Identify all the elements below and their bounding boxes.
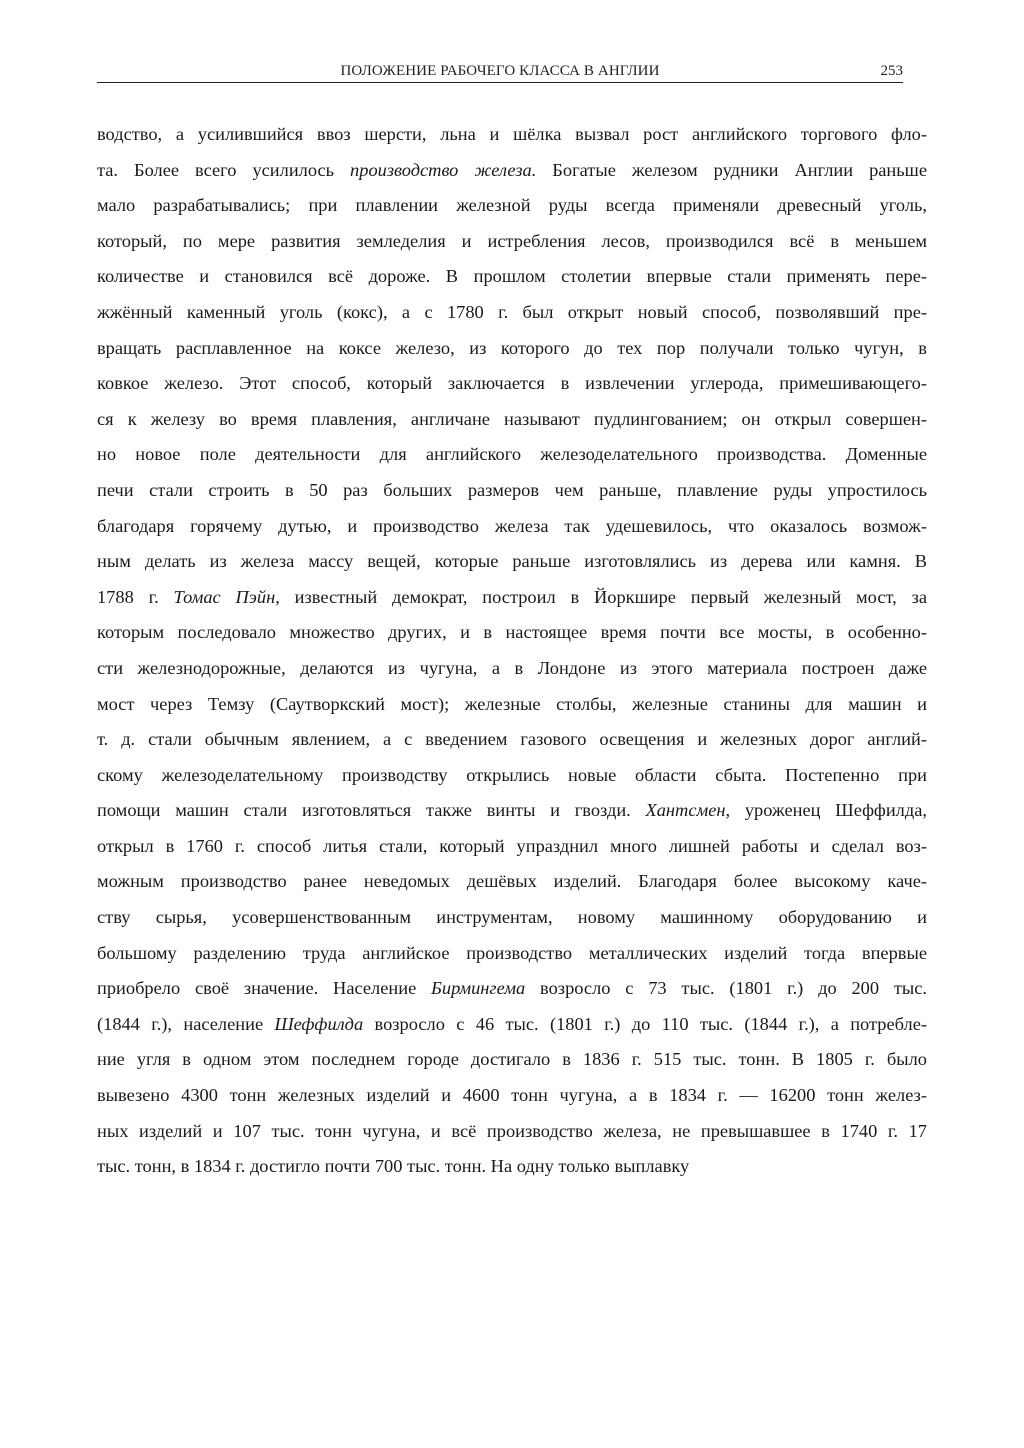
text-segment: водство, а усилившийся ввоз шерсти, льна и шёлка вызвал рост английского торгового фло- [97, 124, 927, 144]
text-segment: ковкое железо. Этот способ, который заключается в извлечении углерода, примешивающего- [97, 373, 927, 394]
text-segment: 1788 г. [97, 586, 174, 607]
text-line [97, 615, 927, 651]
text-line [97, 402, 927, 438]
text-line [97, 544, 927, 580]
text-segment: возросло с 73 тыс. (1801 г.) до 200 тыс. [525, 978, 928, 999]
body-text [97, 117, 927, 1185]
text-line [97, 259, 927, 295]
text-segment: количестве и становился всё дороже. В прошлом столетии впервые стали применять пере- [97, 266, 927, 287]
text-segment: та. Более всего усилилось [97, 159, 351, 180]
text-segment: помощи машин стали изготовляться также винты и гвозди. [97, 800, 646, 821]
text-line [97, 473, 927, 509]
text-segment: большому разделению труда английское производство металлических изделий тогда впервые [97, 942, 927, 963]
text-segment: жжённый каменный уголь (кокс), а с 1780 г. был открыт новый способ, позволявший пре- [97, 301, 927, 322]
italic-term: Шеффилда [274, 1013, 364, 1034]
text-line [97, 1007, 927, 1043]
text-segment: известный демократ, построил в Йоркшире первый железный мост, за [279, 586, 927, 607]
text-line [97, 188, 927, 224]
text-line [97, 936, 927, 972]
text-segment: вращать расплавленное на коксе железо, из которого до тех пор получали только чугун, в [97, 337, 927, 358]
text-line [97, 437, 927, 473]
text-segment: вывезено 4300 тонн железных изделий и 4600 тонн чугуна, а в 1834 г. — 16200 тонн желез- [97, 1085, 927, 1106]
text-line [97, 829, 927, 865]
text-line [97, 864, 927, 900]
page-number: 253 [880, 63, 903, 79]
text-segment: уроженец Шеффилда, [730, 800, 927, 821]
text-segment: который, по мере развития земледелия и истребления лесов, производился всё в меньшем [97, 230, 927, 251]
text-line [97, 900, 927, 936]
text-segment: мост через Темзу (Саутворкский мост); железные столбы, железные станины для машин и [97, 693, 927, 714]
text-line [97, 1042, 927, 1078]
text-segment: возросло с 46 тыс. (1801 г.) до 110 тыс. (1844 г.), а потребле- [363, 1013, 927, 1034]
text-line [97, 687, 927, 723]
text-line [97, 1149, 927, 1185]
text-line [97, 295, 927, 331]
italic-term: Томас Пэйн, [173, 586, 280, 607]
text-segment: ся к железу во время плавления, англичане называют пудлингованием; он открыл совершен- [97, 408, 927, 429]
header-title: ПОЛОЖЕНИЕ РАБОЧЕГО КЛАССА В АНГЛИИ [340, 63, 660, 79]
text-segment: приобрело своё значение. Население [97, 978, 432, 999]
text-line [97, 331, 927, 367]
text-line [97, 722, 927, 758]
text-line [97, 153, 927, 189]
text-segment: можным производство ранее неведомых дешёвых изделий. Благодаря более высокому каче- [97, 871, 927, 892]
text-segment: тыс. тонн, в 1834 г. достигло почти 700 тыс. тонн. На одну только выплавку [97, 1156, 690, 1177]
text-segment: которым последовало множество других, и в настоящее время почти все мосты, в особенно- [97, 622, 927, 643]
text-line [97, 971, 927, 1007]
text-segment: ным делать из железа массу вещей, которые раньше изготовлялись из дерева или камня. В [97, 551, 927, 572]
text-segment: (1844 г.), население [97, 1013, 275, 1034]
italic-term: производство железа. [350, 159, 537, 180]
text-segment: Богатые железом рудники Англии раньше [536, 159, 927, 180]
text-segment: ных изделий и 107 тыс. тонн чугуна, и всё производство железа, не превышавшее в 1740 г. 17 [97, 1120, 927, 1141]
text-segment: открыл в 1760 г. способ литья стали, который упразднил много лишней работы и сделал воз- [97, 835, 927, 856]
text-segment: сти железнодорожные, делаются из чугуна, а в Лондоне из этого материала построен даже [97, 657, 927, 678]
text-segment: ние угля в одном этом последнем городе достигало в 1836 г. 515 тыс. тонн. В 1805 г. было [97, 1049, 927, 1070]
text-segment: скому железоделательному производству открылись новые области сбыта. Постепенно при [97, 764, 927, 785]
text-segment: но новое поле деятельности для английского железоделательного производства. Доменные [97, 444, 927, 465]
text-segment: мало разрабатывались; при плавлении железной руды всегда применяли древесный уголь, [97, 195, 927, 216]
text-line [97, 651, 927, 687]
text-line [97, 1078, 927, 1114]
italic-term: Хантсмен, [645, 800, 731, 821]
text-line [97, 580, 927, 616]
text-segment: благодаря горячему дутью, и производство железа так удешевилось, что оказалось возмож- [97, 515, 927, 536]
text-segment: ству сырья, усовершенствованным инструментам, новому машинному оборудованию и [97, 907, 927, 928]
text-segment: печи стали строить в 50 раз больших размеров чем раньше, плавление руды упростилось [97, 479, 927, 500]
text-line [97, 758, 927, 794]
text-line [97, 366, 927, 402]
text-line [97, 1114, 927, 1150]
text-segment: т. д. стали обычным явлением, а с введением газового освещения и железных дорог англий- [97, 729, 927, 750]
running-header [97, 62, 903, 83]
text-line [97, 509, 927, 545]
text-line [97, 224, 927, 260]
italic-term: Бирмингема [431, 978, 526, 999]
text-line [97, 117, 927, 153]
text-line [97, 793, 927, 829]
